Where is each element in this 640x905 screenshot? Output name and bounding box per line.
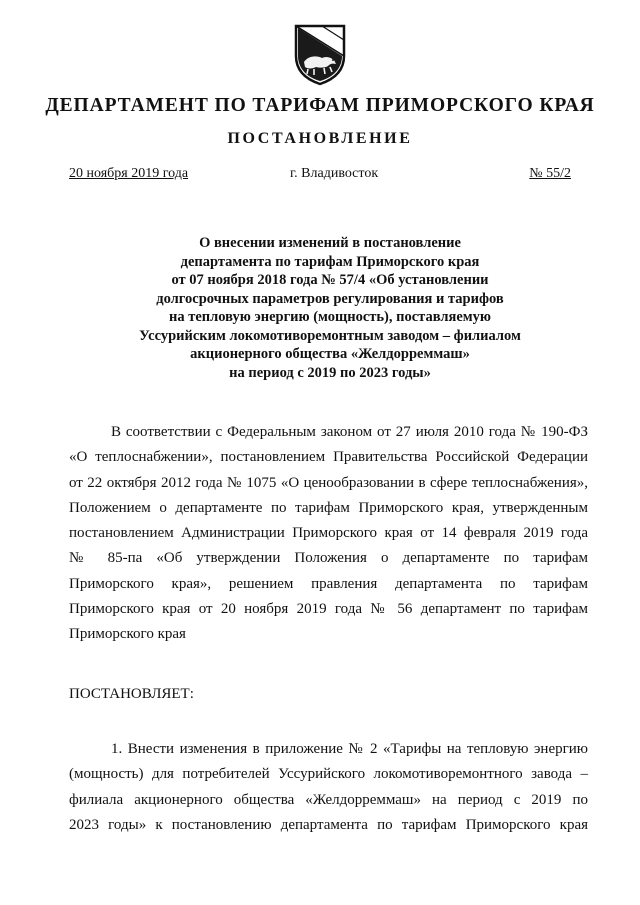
subject-line: департамента по тарифам Приморского края — [180, 253, 480, 270]
coat-of-arms-icon — [292, 22, 348, 86]
subject-line: акционерного общества «Желдорреммаш» — [190, 346, 470, 362]
subject-line: О внесении изменений в постановление — [199, 235, 461, 251]
subject-line: на тепловую энергию (мощность), поставляемую — [169, 309, 491, 325]
department-title: ДЕПАРТАМЕНТ ПО ТАРИФАМ ПРИМОРСКОГО КРАЯ — [45, 95, 595, 116]
item-line: филиала акционерного общества «Желдорреммаш» на период с 2019 по — [69, 791, 588, 808]
resolves-heading: ПОСТАНОВЛЯЕТ: — [69, 686, 194, 702]
preamble-line: В соответствии с Федеральным законом от 27 июля 2010 года № 190-ФЗ — [111, 424, 588, 440]
subject-line: от 07 ноября 2018 года № 57/4 «Об установлении — [171, 272, 489, 288]
item-line: 1. Внести изменения в приложение № 2 «Тарифы на тепловую энергию — [111, 741, 588, 757]
subject-line: Уссурийским локомотиворемонтным заводом – филиалом — [139, 327, 521, 344]
item-1-paragraph — [69, 737, 588, 838]
document-number: № 55/2 — [529, 166, 571, 181]
preamble-line: постановлением Администрации Приморского края от 14 февраля 2019 года — [69, 525, 588, 542]
item-line: (мощность) для потребителей Уссурийского локомотиворемонтного завода – — [69, 766, 588, 783]
preamble-line: «О теплоснабжении», постановлением Правительства Российской Федерации — [69, 449, 588, 466]
preamble-line: Приморского края — [69, 626, 186, 643]
preamble-line: № 85-па «Об утверждении Положения о департаменте по тарифам — [69, 550, 588, 567]
document-subject — [100, 234, 560, 382]
subject-line: долгосрочных параметров регулирования и тарифов — [156, 290, 504, 307]
preamble-line: Приморского края», решением правления департамента по тарифам — [69, 575, 588, 592]
preamble-paragraph — [69, 420, 588, 648]
subject-line: на период с 2019 по 2023 годы» — [229, 364, 431, 381]
document-date: 20 ноября 2019 года — [69, 166, 189, 181]
item-line: 2023 годы» к постановлению департамента по тарифам Приморского края — [69, 816, 588, 833]
preamble-line: Положением о департаменте по тарифам Приморского края, утвержденным — [69, 499, 588, 516]
preamble-line: от 22 октября 2012 года № 1075 «О ценообразовании в сфере теплоснабжения», — [69, 474, 588, 491]
preamble-line: Приморского края от 20 ноября 2019 года № 56 департамент по тарифам — [69, 601, 588, 618]
document-city: г. Владивосток — [290, 166, 379, 181]
document-type: ПОСТАНОВЛЕНИЕ — [227, 130, 413, 147]
